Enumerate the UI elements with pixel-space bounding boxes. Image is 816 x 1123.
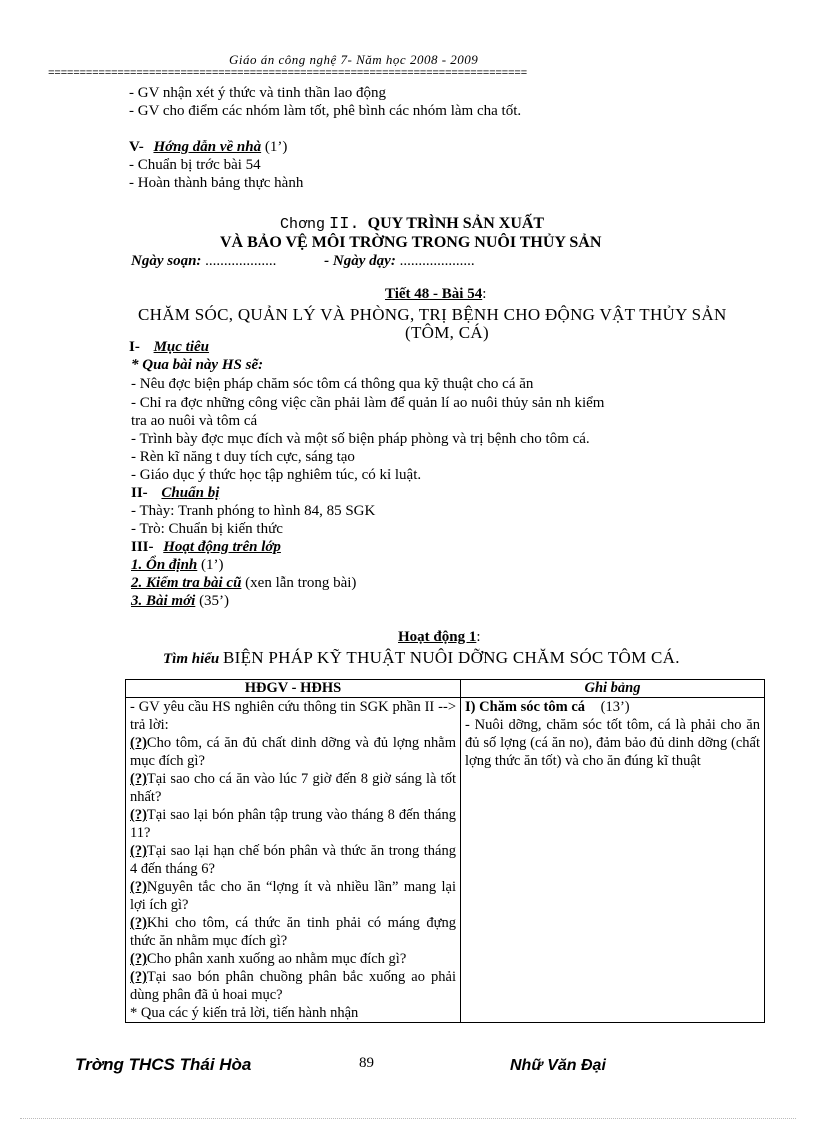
teach-date-value: .................... [399, 253, 475, 269]
list-item: - Chuẩn bị trớc bài 54 [129, 157, 261, 173]
section-2-label: II- [131, 485, 148, 501]
table-header-row [126, 680, 765, 698]
row-text: * Qua các ý kiến trả lời, tiến hành nhận [130, 1005, 359, 1021]
chapter-roman: II. [329, 215, 360, 234]
section-2-heading [131, 484, 219, 502]
row-text: Tại sao lại bón phân tập trung vào tháng 8 đến tháng 11? [130, 807, 456, 841]
step-2 [131, 574, 356, 592]
row-text: - GV yêu cầu HS nghiên cứu thông tin SGK phần II --> trả lời: [130, 699, 456, 733]
list-item [130, 878, 456, 914]
lesson-title [385, 285, 486, 303]
step-3 [131, 592, 229, 610]
section-3-heading [131, 538, 281, 556]
lesson-name-line1: CHĂM SÓC, QUẢN LÝ VÀ PHÒNG, TRỊ BỆNH CHO ĐỘNG VẬT THỦY SẢN [138, 305, 727, 324]
step-1 [131, 556, 224, 574]
step-3-note: (35’) [195, 593, 230, 609]
step-3-title: 3. Bài mới [131, 593, 196, 609]
table-row [126, 698, 765, 1023]
section-5-title: Hớng dẫn về nhà [153, 139, 262, 155]
list-item [130, 734, 456, 770]
lesson-name-line2: (TÔM, CÁ) [405, 323, 489, 342]
list-item: tra ao nuôi và tôm cá [131, 413, 258, 429]
activity-heading [398, 628, 481, 646]
section-2-title: Chuẩn bị [161, 485, 220, 501]
list-item: - GV cho điểm các nhóm làm tốt, phê bình các nhóm làm cha tốt. [129, 103, 522, 119]
board-notes-time: (13’) [600, 699, 630, 715]
board-notes-text: - Nuôi dỡng, chăm sóc tốt tôm, cá là phải cho ăn đủ số lợng (cá ăn no), đảm bảo đủ dinh dỡng (chất lợng thức ăn tốt) và cho ăn đúng kĩ thuật [465, 717, 760, 769]
activity-lead: Tìm hiểu [163, 651, 220, 667]
section-5-label: V- [129, 139, 144, 155]
list-item: - Thày: Tranh phóng to hình 84, 85 SGK [131, 503, 376, 519]
list-item: - GV nhận xét ý thức và tinh thần lao động [129, 85, 386, 101]
chapter-prefix: Chơng [280, 216, 326, 233]
footer-author: Nhữ Văn Đại [510, 1057, 606, 1074]
list-item: - Rèn kĩ năng t duy tích cực, sáng tạo [131, 449, 355, 465]
board-notes-title: I) Chăm sóc tôm cá [465, 699, 586, 715]
board-notes [461, 698, 765, 1023]
section-5-time: (1’) [264, 139, 288, 155]
chapter-title-line2: VÀ BẢO VỆ MÔI TRỜNG TRONG NUÔI THỦY SẢN [220, 234, 602, 251]
list-item: - Giáo dục ý thức học tập nghiêm túc, có kỉ luật. [131, 467, 422, 483]
list-item [130, 950, 456, 968]
prep-dates [131, 252, 475, 270]
footer-page-number: 89 [359, 1055, 374, 1071]
list-item [130, 842, 456, 878]
list-item: - Trình bày đợc mục đích và một số biện pháp phòng và trị bệnh cho tôm cá. [131, 431, 590, 447]
question-mark: (?) [130, 807, 147, 823]
section-1-intro: * Qua bài này HS sẽ: [131, 357, 264, 373]
section-1-heading [129, 338, 209, 356]
activity-colon: : [476, 629, 481, 645]
list-item [130, 1004, 456, 1022]
section-5-heading [129, 138, 287, 156]
list-item [130, 806, 456, 842]
activity-title: Hoạt động 1 [398, 629, 477, 645]
list-item: - Chỉ ra đợc những công việc cần phải làm để quản lí ao nuôi thủy sản nh kiểm [131, 395, 605, 411]
page-header-title: Giáo án công nghệ 7- Năm học 2008 - 2009 [229, 52, 479, 67]
row-text: Cho tôm, cá ăn đủ chất dinh dỡng và đủ lợng nhằm mục đích gì? [130, 735, 456, 769]
list-item: - Nêu đợc biện pháp chăm sóc tôm cá thông qua kỹ thuật cho cá ăn [131, 376, 534, 392]
question-mark: (?) [130, 951, 147, 967]
row-text: Cho phân xanh xuống ao nhằm mục đích gì? [146, 951, 407, 967]
section-1-label: I- [129, 339, 140, 355]
footer-school: Trờng THCS Thái Hòa [75, 1055, 252, 1074]
list-item [130, 698, 456, 734]
lesson-number: Tiết 48 - Bài 54 [385, 286, 483, 302]
question-mark: (?) [130, 969, 147, 985]
section-1-title: Mục tiêu [153, 339, 210, 355]
header-divider: ============================================================================ [48, 68, 527, 80]
row-text: Tại sao lại hạn chế bón phân và thức ăn trong tháng 4 đến tháng 6? [130, 843, 456, 877]
lesson-table [125, 679, 765, 1023]
list-item [130, 770, 456, 806]
step-2-title: 2. Kiểm tra bài cũ [131, 575, 242, 591]
row-text: Khi cho tôm, cá thức ăn tinh phải có máng đựng thức ăn nhằm mục đích gì? [130, 915, 456, 949]
section-3-label: III- [131, 539, 154, 555]
row-text: Nguyên tắc cho ăn “lợng ít và nhiều lần” mang lại lợi ích gì? [130, 879, 456, 913]
step-2-note: (xen lẫn trong bài) [241, 575, 357, 591]
row-text: Tại sao cho cá ăn vào lúc 7 giờ đến 8 giờ sáng là tốt nhất? [130, 771, 456, 805]
question-mark: (?) [130, 771, 147, 787]
chapter-title-line1 [280, 215, 544, 234]
table-header-notes: Ghi bảng [461, 680, 765, 698]
step-1-note: (1’) [197, 557, 224, 573]
teacher-student-activities [126, 698, 461, 1023]
question-mark: (?) [130, 843, 147, 859]
teach-date-label: - Ngày dạy: [324, 253, 396, 269]
list-item: - Hoàn thành bảng thực hành [129, 175, 304, 191]
row-text: Tại sao bón phân chuồng phân bắc xuống ao phải dùng phân đã ủ hoai mục? [130, 969, 456, 1003]
board-notes-heading [465, 698, 760, 716]
question-mark: (?) [130, 915, 147, 931]
chapter-name: QUY TRÌNH SẢN XUẤT [367, 215, 545, 232]
list-item: - Trò: Chuẩn bị kiến thức [131, 521, 283, 537]
lesson-colon: : [482, 286, 487, 302]
table-header-teacher-student: HĐGV - HĐHS [126, 680, 461, 698]
page-bottom-divider [20, 1118, 796, 1119]
question-mark: (?) [130, 735, 147, 751]
activity-subtitle: BIỆN PHÁP KỸ THUẬT NUÔI DỠNG CHĂM SÓC TÔM CÁ. [223, 648, 680, 667]
question-mark: (?) [130, 879, 147, 895]
step-1-title: 1. Ổn định [131, 557, 198, 573]
list-item [130, 914, 456, 950]
prep-date-value: ................... [205, 253, 277, 269]
list-item [130, 968, 456, 1004]
section-3-title: Hoạt động trên lớp [163, 539, 281, 555]
activity-subtitle-line [163, 648, 680, 668]
prep-date-label: Ngày soạn: [131, 253, 202, 269]
